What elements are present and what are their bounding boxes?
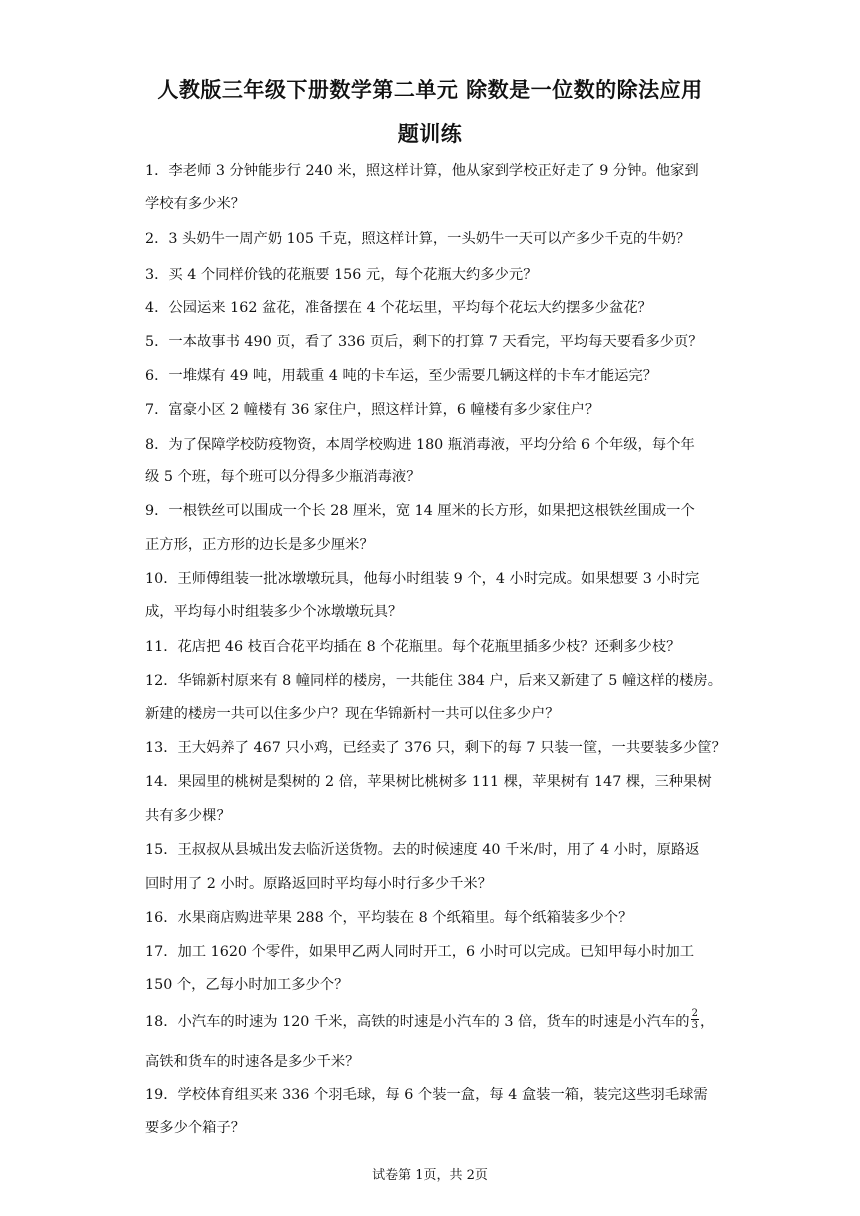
question-11: 11．花店把 46 枝百合花平均插在 8 个花瓶里。每个花瓶里插多少枝？还剩多少枝？: [145, 639, 681, 655]
question-19-line-1: 19．学校体育组买来 336 个羽毛球，每 6 个装一盒，每 4 盒装一箱，装完这些羽毛球需: [145, 1087, 708, 1103]
fraction-two-thirds: [691, 1008, 699, 1031]
question-10-line-1: 10．王师傅组装一批冰墩墩玩具，他每小时组装 9 个，4 小时完成。如果想要 3 小时完: [145, 571, 700, 587]
page-footer: 试卷第 1页，共 2页: [372, 1168, 488, 1183]
question-8-line-2: 级 5 个班，每个班可以分得多少瓶消毒液？: [145, 469, 421, 485]
question-3: 3．买 4 个同样价钱的花瓶要 156 元，每个花瓶大约多少元？: [145, 267, 538, 283]
question-19-line-2: 要多少个箱子？: [145, 1120, 246, 1136]
question-5: 5．一本故事书 490 页，看了 336 页后，剩下的打算 7 天看完，平均每天要看多少页？: [145, 334, 703, 350]
question-15-line-1: 15．王叔叔从县城出发去临沂送货物。去的时候速度 40 千米/时，用了 4 小时，原路返: [145, 842, 700, 858]
question-7: 7．富豪小区 2 幢楼有 36 家住户，照这样计算，6 幢楼有多少家住户？: [145, 402, 600, 418]
question-1-line-1: 1．李老师 3 分钟能步行 240 米，照这样计算，他从家到学校正好走了 9 分钟。他家到: [145, 163, 699, 179]
question-4: 4．公园运来 162 盆花，准备摆在 4 个花坛里，平均每个花坛大约摆多少盆花？: [145, 300, 652, 316]
fraction-denominator: 3: [691, 1019, 698, 1031]
question-17-line-1: 17．加工 1620 个零件，如果甲乙两人同时开工，6 小时可以完成。已知甲每小时加工: [145, 944, 695, 960]
question-15-line-2: 回时用了 2 小时。原路返回时平均每小时行多少千米？: [145, 876, 493, 892]
question-17-line-2: 150 个，乙每小时加工多少个？: [145, 977, 349, 993]
question-16: 16．水果商店购进苹果 288 个，平均装在 8 个纸箱里。每个纸箱装多少个？: [145, 910, 633, 926]
page-title-line-2: 题训练: [397, 121, 463, 146]
question-9-line-1: 9．一根铁丝可以围成一个长 28 厘米，宽 14 厘米的长方形，如果把这根铁丝围成一个: [145, 503, 695, 519]
question-18-line-2: 高铁和货车的时速各是多少千米？: [145, 1054, 360, 1070]
question-12-line-2: 新建的楼房一共可以住多少户？现在华锦新村一共可以住多少户？: [145, 706, 560, 722]
page-title-line-1: 人教版三年级下册数学第二单元 除数是一位数的除法应用: [157, 77, 703, 102]
question-14-line-1: 14．果园里的桃树是梨树的 2 倍，苹果树比桃树多 111 棵，苹果树有 147 棵，三种果树: [145, 774, 712, 790]
question-9-line-2: 正方形，正方形的边长是多少厘米？: [145, 537, 374, 553]
question-8-line-1: 8．为了保障学校防疫物资，本周学校购进 180 瓶消毒液，平均分给 6 个年级，每个年: [145, 437, 695, 453]
question-10-line-2: 成，平均每小时组装多少个冰墩墩玩具？: [145, 604, 403, 620]
fraction-numerator: 2: [691, 1007, 698, 1019]
question-18-line-1: [145, 1007, 715, 1032]
question-2: 2．3 头奶牛一周产奶 105 千克，照这样计算，一头奶牛一天可以产多少千克的牛奶？: [145, 231, 691, 247]
question-12-line-1: 12．华锦新村原来有 8 幢同样的楼房，一共能住 384 户，后来又新建了 5 幢这样的楼房。: [145, 673, 723, 689]
question-18-line-end: ，: [699, 1014, 715, 1030]
question-1-line-2: 学校有多少米？: [145, 196, 246, 212]
question-18-text: 18．小汽车的时速为 120 千米，高铁的时速是小汽车的 3 倍，货车的时速是小汽车的: [145, 1014, 690, 1030]
question-14-line-2: 共有多少棵？: [145, 808, 231, 824]
question-13: 13．王大妈养了 467 只小鸡，已经卖了 376 只，剩下的每 7 只装一筐，一共要装多少筐？: [145, 740, 726, 756]
question-6: 6．一堆煤有 49 吨，用载重 4 吨的卡车运，至少需要几辆这样的卡车才能运完？: [145, 368, 658, 384]
